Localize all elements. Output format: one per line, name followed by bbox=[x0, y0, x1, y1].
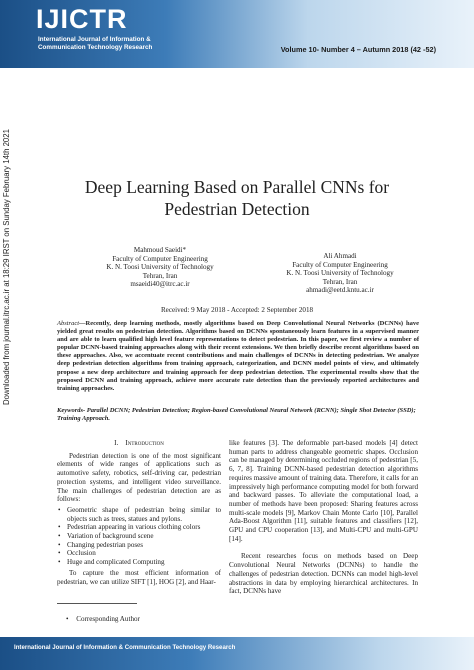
list-item: • Variation of background scene bbox=[57, 532, 221, 541]
footnote bbox=[66, 615, 140, 623]
author-city: Tehran, Iran bbox=[142, 271, 178, 280]
paper-title-line1: Deep Learning Based on Parallel CNNs for bbox=[84, 177, 390, 197]
author-dept: Faculty of Computer Engineering bbox=[112, 254, 208, 263]
author-name: Mahmoud Saeidi* bbox=[133, 246, 187, 254]
journal-subtitle-line1: International Journal of Information & bbox=[38, 36, 151, 43]
author-university: K. N. Toosi University of Technology bbox=[106, 263, 214, 272]
journal-logo: IJICTR bbox=[36, 4, 128, 34]
author-email: ahmadi@eetd.kntu.ac.ir bbox=[306, 286, 374, 295]
body-paragraph-2: Recent researches focus on methods based on Deep Convolutional Neural Networks (DCNNs) to handle the challenges of pedestrian detection. DCNNs can model high-level abstractions in data by employing hierarchical architectures. In fact, DCNNs have bbox=[229, 552, 418, 596]
keywords: Keywords- Parallel DCNN; Pedestrian Detection; Region-based Convolutional Neural Network (RCNN); Single Shot Detector (SSD); Training Approach. bbox=[57, 407, 416, 423]
section-heading bbox=[57, 439, 221, 448]
list-item: • Geometric shape of pedestrian being similar to objects such as trees, statues and pylons. bbox=[57, 506, 221, 523]
section-number: I. bbox=[114, 439, 119, 447]
intro-paragraph-2: To capture the most efficient information of pedestrian, we can utilize SIFT [1], HOG [2], and Haar- bbox=[57, 568, 221, 586]
author-dept: Faculty of Computer Engineering bbox=[292, 260, 388, 269]
download-note: Downloaded from journal.itrc.ac.ir at 18:29 IRST on Sunday February 14th 2021 bbox=[2, 129, 11, 405]
abstract-text: —Recently, deep learning methods, mostly algorithms based on Deep Convolutional Neural Networks (DCNNs) have yielded great results on pedestrian detection. Algorithms based on DCNNs spontaneously learn features in a supervised manner and are able to learn qualified high level feature representations to detect pedestrian. In this paper, we first review a number of popular DCNN-based training approaches along with their recent extensions. We then briefly describe recent algorithms based on these approaches. Also, we accentuate recent contributions and main challenges of DCNNs in detecting pedestrian. We analyze deep pedestrian detection algorithms from training approach, categorization, and DCNN model points of view, and ultimately propose a new deep architecture and training approach for deep pedestrian detection. The experimental results show that the proposed DCNN and training approach, achieve more accurate rate detection than the previously reported architectures and training approaches. bbox=[57, 320, 419, 392]
footnote-marker: • bbox=[66, 615, 69, 623]
footnote-divider bbox=[57, 603, 137, 604]
author-email: msaeidi40@itrc.ac.ir bbox=[130, 280, 190, 289]
abstract-lead: Abstract bbox=[57, 320, 80, 327]
list-item: • Huge and complicated Computing bbox=[57, 558, 221, 567]
journal-subtitle-line2: Communication Technology Research bbox=[38, 44, 153, 51]
received-accepted-dates: Received: 9 May 2018 - Accepted: 2 September 2018 bbox=[160, 306, 314, 314]
list-item: • Pedestrian appearing in various clothing colors bbox=[57, 523, 221, 532]
challenges-list bbox=[57, 506, 221, 567]
body-paragraph-1: like features [3]. The deformable part-based models [4] detect human parts to address changeable geometric shapes. Occlusion can be managed by determining occluded regions of pedestrian [5, 6, 7, 8]. Training DCNN-based pedestrian detection algorithms requires massive amount of training data. Therefore, it calls for an impressively high performance computing model for both forward and backward passes. To alleviate the computational load, a number of methods have been proposed: Sharing features across multi-scale models [9], Markov Chain Monte Carlo [10], Parallel Ada-Boost Algorithm [11], suitable features and classifiers [12], GPU and CPU cooperation [13], and Multi-CPU and multi-GPU [14]. bbox=[229, 439, 418, 543]
journal-footer-text: International Journal of Information & Communication Technology Research bbox=[14, 644, 236, 651]
right-column bbox=[229, 439, 418, 596]
author-block-1 bbox=[90, 246, 230, 289]
volume-info: Volume 10- Number 4 – Autumn 2018 (42 -52) bbox=[280, 45, 436, 54]
journal-footer-band bbox=[0, 637, 474, 670]
section-title: Introduction bbox=[125, 439, 164, 447]
author-name: Ali Ahmadi bbox=[323, 252, 357, 260]
author-block-2 bbox=[265, 252, 415, 295]
abstract bbox=[57, 320, 419, 393]
footnote-text: Corresponding Author bbox=[76, 615, 140, 623]
author-university: K. N. Toosi University of Technology bbox=[286, 269, 394, 278]
author-city: Tehran, Iran bbox=[322, 277, 358, 286]
list-item: • Changing pedestrian poses bbox=[57, 541, 221, 550]
left-column bbox=[57, 439, 221, 586]
intro-paragraph-1: Pedestrian detection is one of the most significant elements of wide ranges of applications such as automotive safety, robotics, self-driving car, pedestrian protection systems, and intelligent video surveillance. The main challenges of pedestrian detection are as follows: bbox=[57, 451, 221, 504]
paper-title-line2: Pedestrian Detection bbox=[164, 199, 310, 219]
list-item: • Occlusion bbox=[57, 549, 221, 558]
